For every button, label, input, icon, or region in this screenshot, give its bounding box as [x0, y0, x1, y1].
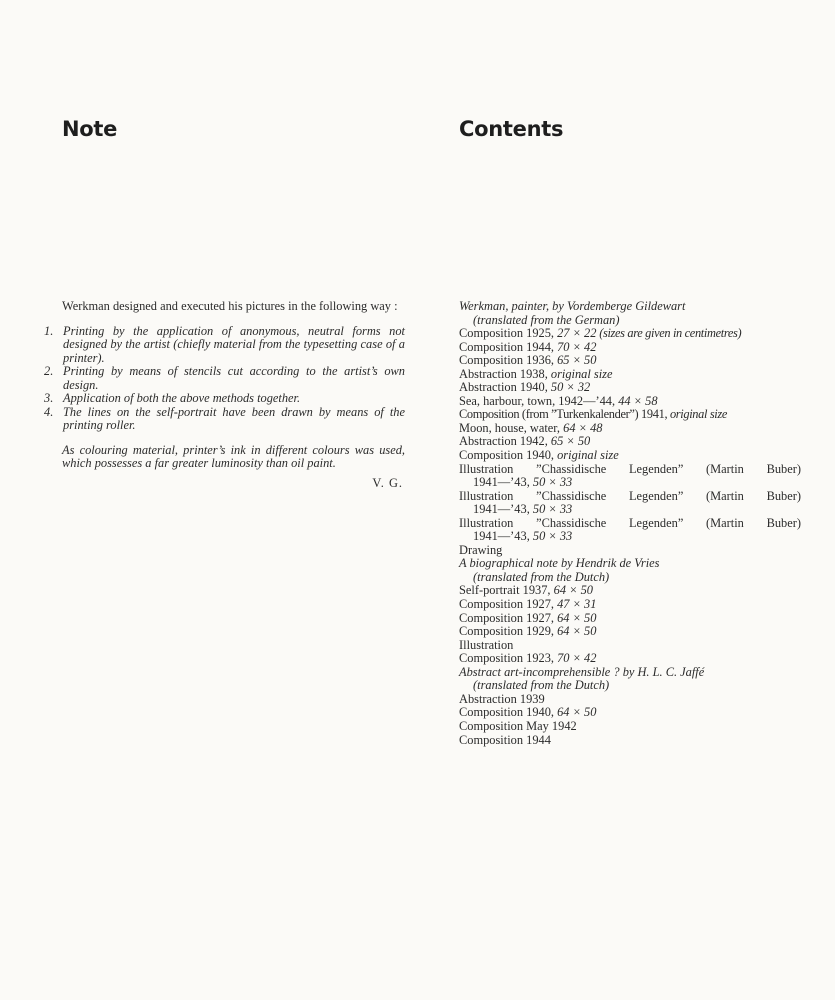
entry-size: 64 × 50: [557, 624, 597, 639]
contents-entry: [459, 327, 801, 341]
contents-entry: Abstract art-incomprehensible ? by H. L. C. Jaffé: [459, 664, 705, 679]
entry-size: 64 × 50: [553, 583, 593, 598]
entry-size: 44 × 58: [618, 393, 658, 408]
contents-entry: [459, 408, 801, 422]
entry-title: Abstraction 1938,: [459, 366, 551, 381]
contents-entry: Werkman, painter, by Vordemberge Gildewart: [459, 299, 686, 313]
entry-title: Composition 1936,: [459, 353, 558, 368]
entry-size: 64 × 50: [557, 705, 597, 720]
entry-title: Composition 1944,: [459, 339, 558, 354]
contents-entry: Illustration: [459, 637, 514, 652]
method-text: Printing by the application of anonymous, neutral forms not designed by the artist (chiefly material from the typesetting case of a printer).: [63, 323, 405, 365]
contents-entry: Illustration ”Chassidische Legenden” (Martin Buber): [459, 461, 801, 476]
entry-size: 70 × 42: [557, 339, 597, 354]
contents-entry: [459, 584, 801, 598]
contents-entry-continued: [459, 530, 801, 544]
method-text: Application of both the above methods together.: [63, 391, 301, 405]
entry-size: original size: [669, 407, 728, 422]
method-text: The lines on the self-portrait have been drawn by means of the printing roller.: [63, 404, 405, 432]
entry-size: original size: [557, 448, 619, 463]
contents-entry: (translated from the Dutch): [473, 569, 610, 584]
method-item-3: [44, 391, 405, 406]
contents-entry: [459, 598, 801, 612]
contents-entry: [459, 652, 801, 666]
note-heading: Note: [62, 117, 118, 141]
entry-title: Composition 1929,: [459, 624, 558, 639]
method-list: [44, 323, 405, 433]
note-intro: Werkman designed and executed his pictures in the following way :: [62, 299, 398, 313]
entry-size: original size: [550, 366, 613, 381]
contents-entry-continued: [459, 476, 801, 490]
method-number: 2.: [44, 364, 54, 378]
entry-title: 1941—’43,: [473, 502, 533, 517]
contents-entry: [459, 368, 801, 382]
entry-size: 50 × 32: [550, 380, 591, 395]
contents-entry: [459, 354, 801, 368]
contents-heading: Contents: [459, 117, 564, 141]
entry-size: 65 × 50: [550, 434, 591, 449]
entry-size: 50 × 33: [532, 475, 573, 490]
contents-entry: [459, 612, 801, 626]
method-number: 1.: [44, 323, 54, 338]
contents-entry: [459, 435, 801, 449]
entry-title: 1941—’43,: [473, 475, 533, 490]
entry-size: 64 × 48: [563, 420, 603, 435]
entry-size: 64 × 50: [557, 610, 597, 625]
contents-entry: Composition 1944: [459, 732, 551, 747]
note-section: [44, 299, 405, 490]
method-item-1: [44, 323, 405, 366]
contents-entry: [459, 422, 801, 436]
colouring-note: As colouring material, printer’s ink in different colours was used, which possesses a far greater luminosity than oil paint.: [62, 442, 405, 470]
contents-entry: [459, 381, 801, 395]
entry-size: 65 × 50: [557, 353, 597, 368]
method-number: 3.: [44, 391, 54, 405]
entry-title: Composition 1940,: [459, 448, 558, 463]
contents-entry: (translated from the German): [473, 312, 620, 327]
entry-title: Sea, harbour, town, 1942—’44,: [459, 393, 619, 408]
signature: V. G.: [372, 475, 403, 490]
entry-title: Composition 1927,: [459, 597, 558, 612]
contents-entry: Composition May 1942: [459, 718, 577, 733]
contents-entry-continued: [459, 503, 801, 517]
contents-entry: [459, 341, 801, 355]
contents-entry: [459, 395, 801, 409]
entry-note: (sizes are given in centimetres): [596, 326, 742, 341]
entry-size: 27 × 22: [557, 326, 597, 341]
contents-entry: [459, 625, 801, 639]
entry-title: Moon, house, water,: [459, 420, 564, 435]
method-number: 4.: [44, 404, 54, 419]
entry-title: Self-portrait 1937,: [459, 583, 554, 598]
method-text: Printing by means of stencils cut according to the artist’s own design.: [63, 364, 405, 392]
entry-size: 70 × 42: [557, 651, 597, 666]
contents-list: [459, 300, 801, 747]
entry-size: 50 × 33: [532, 502, 573, 517]
contents-entry: Abstraction 1939: [459, 691, 545, 706]
entry-title: Composition 1923,: [459, 651, 558, 666]
entry-size: 50 × 33: [532, 529, 573, 544]
contents-entry: Illustration ”Chassidische Legenden” (Martin Buber): [459, 488, 801, 503]
entry-title: Composition (from ”Turkenkalender”) 1941,: [459, 407, 670, 422]
contents-entry: Drawing: [459, 542, 503, 557]
contents-entry: Illustration ”Chassidische Legenden” (Martin Buber): [459, 515, 801, 530]
entry-title: Abstraction 1940,: [459, 380, 551, 395]
contents-entry: [459, 706, 801, 720]
entry-title: 1941—’43,: [473, 529, 533, 544]
method-item-2: [44, 364, 405, 392]
entry-title: Composition 1940,: [459, 705, 558, 720]
contents-entry: A biographical note by Hendrik de Vries: [459, 556, 660, 571]
contents-entry: (translated from the Dutch): [473, 678, 610, 693]
entry-size: 47 × 31: [557, 597, 597, 612]
entry-title: Abstraction 1942,: [459, 434, 551, 449]
method-item-4: [44, 404, 405, 433]
entry-title: Composition 1925,: [459, 326, 558, 341]
entry-title: Composition 1927,: [459, 610, 558, 625]
contents-entry: [459, 449, 801, 463]
